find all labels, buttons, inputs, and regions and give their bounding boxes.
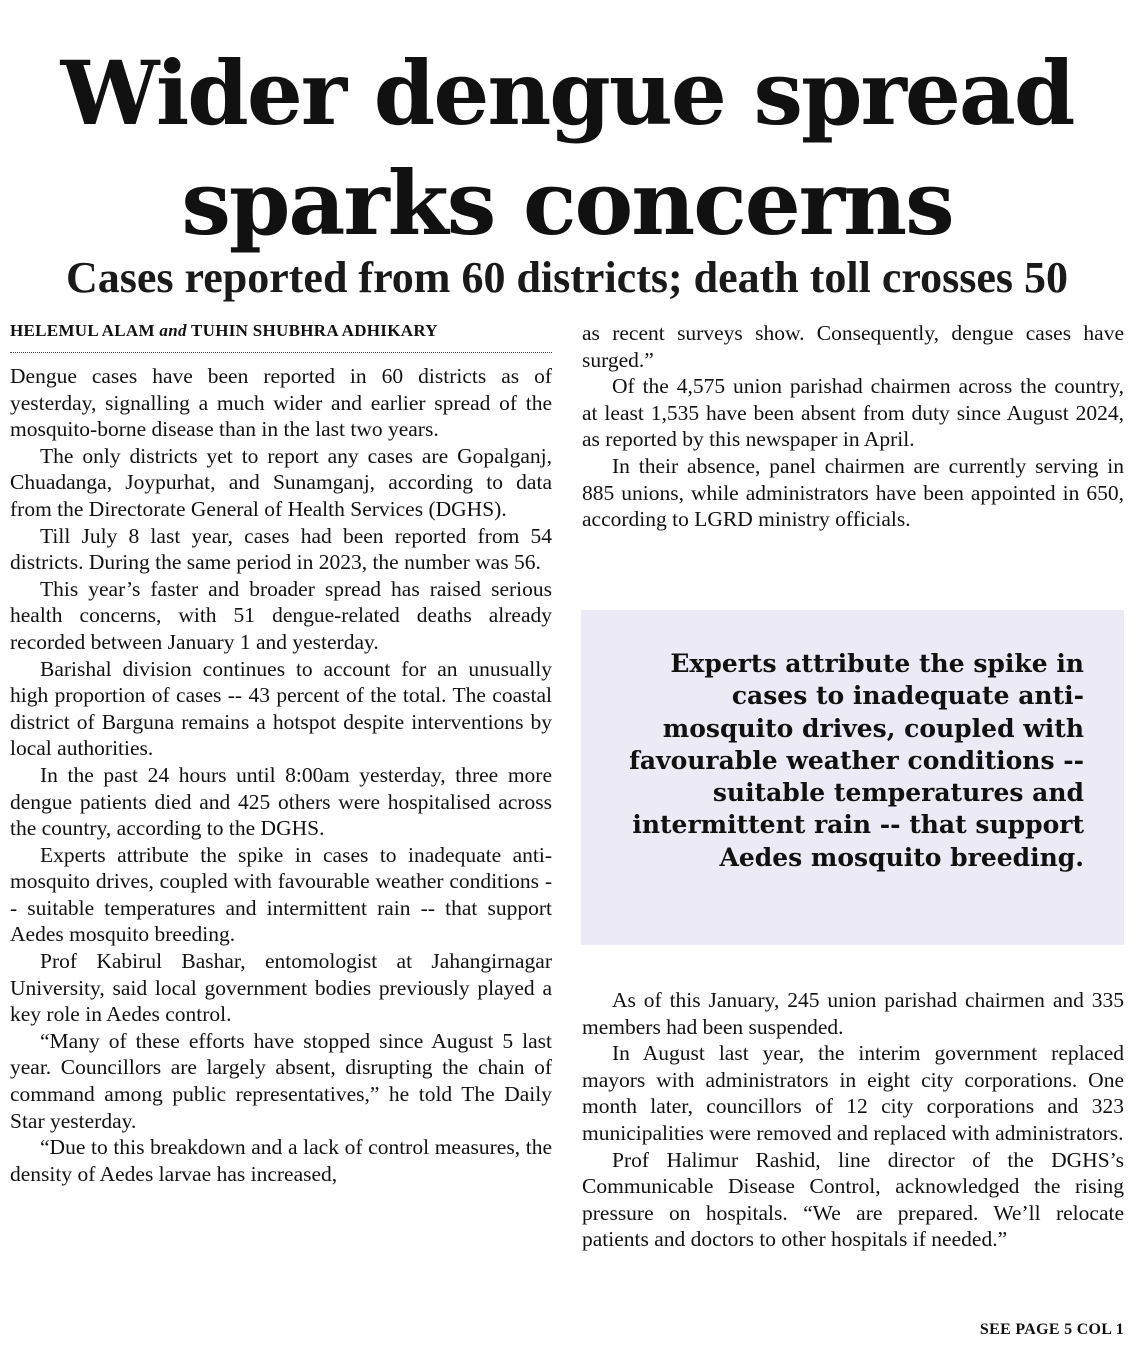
article-paragraph: As of this January, 245 union parishad chairmen and 335 members had been suspended. bbox=[582, 988, 1124, 1039]
article-paragraph: In the past 24 hours until 8:00am yesterday, three more dengue patients died and 425 others were hospitalised across the country, according to the DGHS. bbox=[10, 762, 552, 841]
article-paragraph: In August last year, the interim government replaced mayors with administrators in eight city corporations. One month later, councillors of 12 city corporations and 323 municipalities were removed and replaced with administrators. bbox=[582, 1041, 1124, 1145]
right-column-bottom bbox=[582, 987, 1124, 1253]
byline bbox=[10, 318, 552, 353]
article-paragraph: Till July 8 last year, cases had been reported from 54 districts. During the same period in 2023, the number was 56. bbox=[10, 523, 552, 575]
article-paragraph: Dengue cases have been reported in 60 districts as of yesterday, signalling a much wider and earlier spread of the mosquito-borne disease than in the last two years. bbox=[10, 364, 552, 442]
article-paragraph: Prof Halimur Rashid, line director of the DGHS’s Communicable Disease Control, acknowledged the rising pressure on hospitals. “We are prepared. We’ll relocate patients and doctors to other hospitals if needed.” bbox=[582, 1147, 1124, 1252]
pull-quote-text: Experts attribute the spike in cases to inadequate anti-mosquito drives, coupled with favourable weather conditions -- suitable temperatures and intermittent rain -- that support Aedes mosquito breeding. bbox=[629, 649, 1084, 872]
byline-conjunction: and bbox=[159, 321, 187, 340]
article-paragraph: “Due to this breakdown and a lack of control measures, the density of Aedes larvae has increased, bbox=[10, 1135, 552, 1186]
article-paragraph: This year’s faster and broader spread has raised serious health concerns, with 51 dengue-related deaths already recorded between January 1 and yesterday. bbox=[10, 576, 552, 654]
article-paragraph: “Many of these efforts have stopped since August 5 last year. Councillors are largely absent, disrupting the chain of command among public representatives,” he told The Daily Star yesterday. bbox=[10, 1028, 552, 1133]
article-paragraph: Barishal division continues to account for an unusually high proportion of cases -- 43 percent of the total. The coastal district of Barguna remains a hotspot despite interventions by local authorities. bbox=[10, 656, 552, 761]
continuation-note: SEE PAGE 5 COL 1 bbox=[979, 1321, 1124, 1338]
article-paragraph: The only districts yet to report any cases are Gopalganj, Chuadanga, Joypurhat, and Sunamganj, according to data from the Directorate General of Health Services (DGHS). bbox=[10, 443, 552, 521]
byline-author-1: HELEMUL ALAM bbox=[10, 321, 155, 340]
byline-author-2: TUHIN SHUBHRA ADHIKARY bbox=[191, 321, 438, 340]
article-paragraph: Prof Kabirul Bashar, entomologist at Jahangirnagar University, said local government bodies previously played a key role in Aedes control. bbox=[10, 949, 552, 1027]
left-column bbox=[10, 318, 552, 1187]
headline-line-1: Wider dengue spread bbox=[60, 41, 1074, 145]
headline-line-2: sparks concerns bbox=[181, 151, 953, 255]
article-paragraph: In their absence, panel chairmen are currently serving in 885 unions, while administrators have been appointed in 650, according to LGRD ministry officials. bbox=[582, 453, 1124, 532]
article-paragraph: Experts attribute the spike in cases to inadequate anti-mosquito drives, coupled with favourable weather conditions -- suitable temperatures and intermittent rain -- that support Aedes mosquito breeding. bbox=[10, 842, 552, 947]
headline bbox=[0, 38, 1134, 258]
article-paragraph: Of the 4,575 union parishad chairmen across the country, at least 1,535 have been absent from duty since August 2024, as reported by this newspaper in April. bbox=[582, 374, 1124, 452]
subheadline: Cases reported from 60 districts; death toll crosses 50 bbox=[65, 253, 1069, 302]
article-paragraph: as recent surveys show. Consequently, dengue cases have surged.” bbox=[582, 321, 1124, 372]
pull-quote-box bbox=[581, 610, 1124, 945]
right-column-top bbox=[582, 320, 1124, 533]
